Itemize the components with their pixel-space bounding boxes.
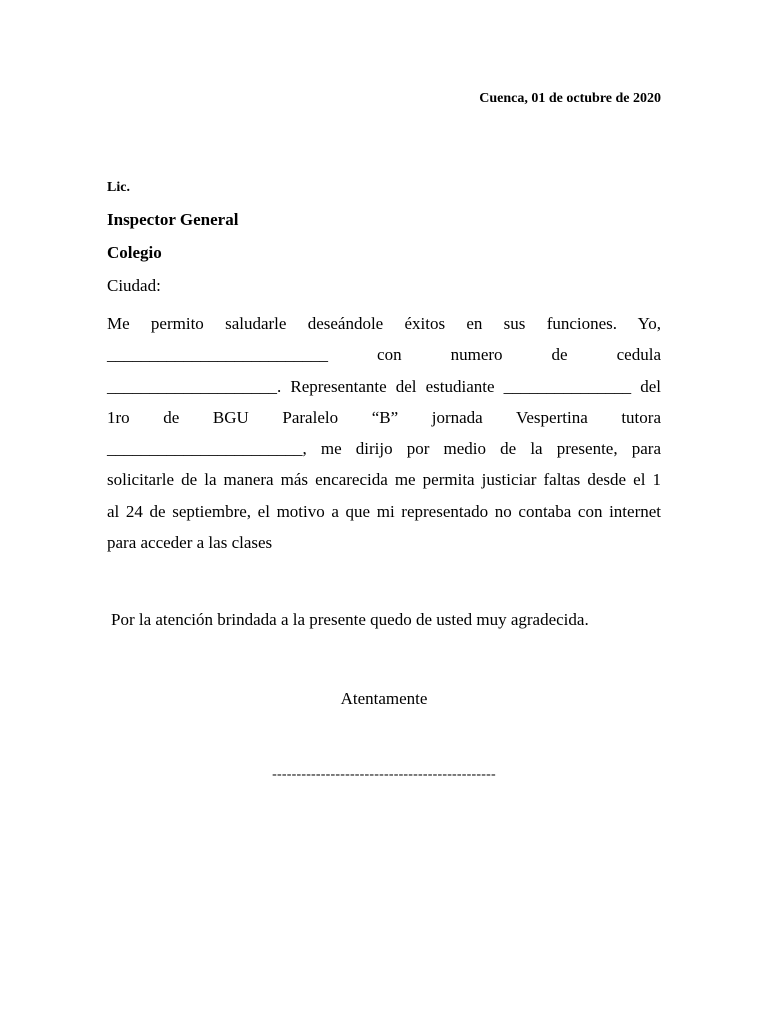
recipient-title: Lic. [107, 180, 130, 195]
farewell: Atentamente [340, 689, 428, 708]
body-line: 1ro de BGU Paralelo “B” jornada Vespertina tutora [107, 407, 661, 427]
body-line: solicitarle de la manera más encarecida me permita justiciar faltas desde el 1 [107, 470, 661, 490]
body-line: Me permito saludarle deseándole éxitos en sus funciones. Yo, [107, 314, 661, 333]
body-line: _______________________, me dirijo por medio de la presente, para [107, 439, 661, 459]
recipient-institution: Colegio [107, 243, 162, 262]
recipient-position: Inspector General [107, 210, 239, 229]
recipient-city: Ciudad: [107, 276, 161, 295]
closing-paragraph: Por la atención brindada a la presente quedo de usted muy agradecida. [111, 610, 589, 629]
body-line: ____________________. Representante del estudiante _______________ del [107, 376, 661, 396]
letter-date: Cuenca, 01 de octubre de 2020 [479, 91, 661, 106]
body-line: al 24 de septiembre, el motivo a que mi representado no contaba con internet [107, 501, 661, 521]
signature-line: ---------------------------------------------- [272, 767, 496, 782]
letter-body [107, 308, 661, 558]
body-line: para acceder a las clases [107, 533, 273, 553]
body-line: __________________________ con numero de cedula [107, 345, 661, 365]
